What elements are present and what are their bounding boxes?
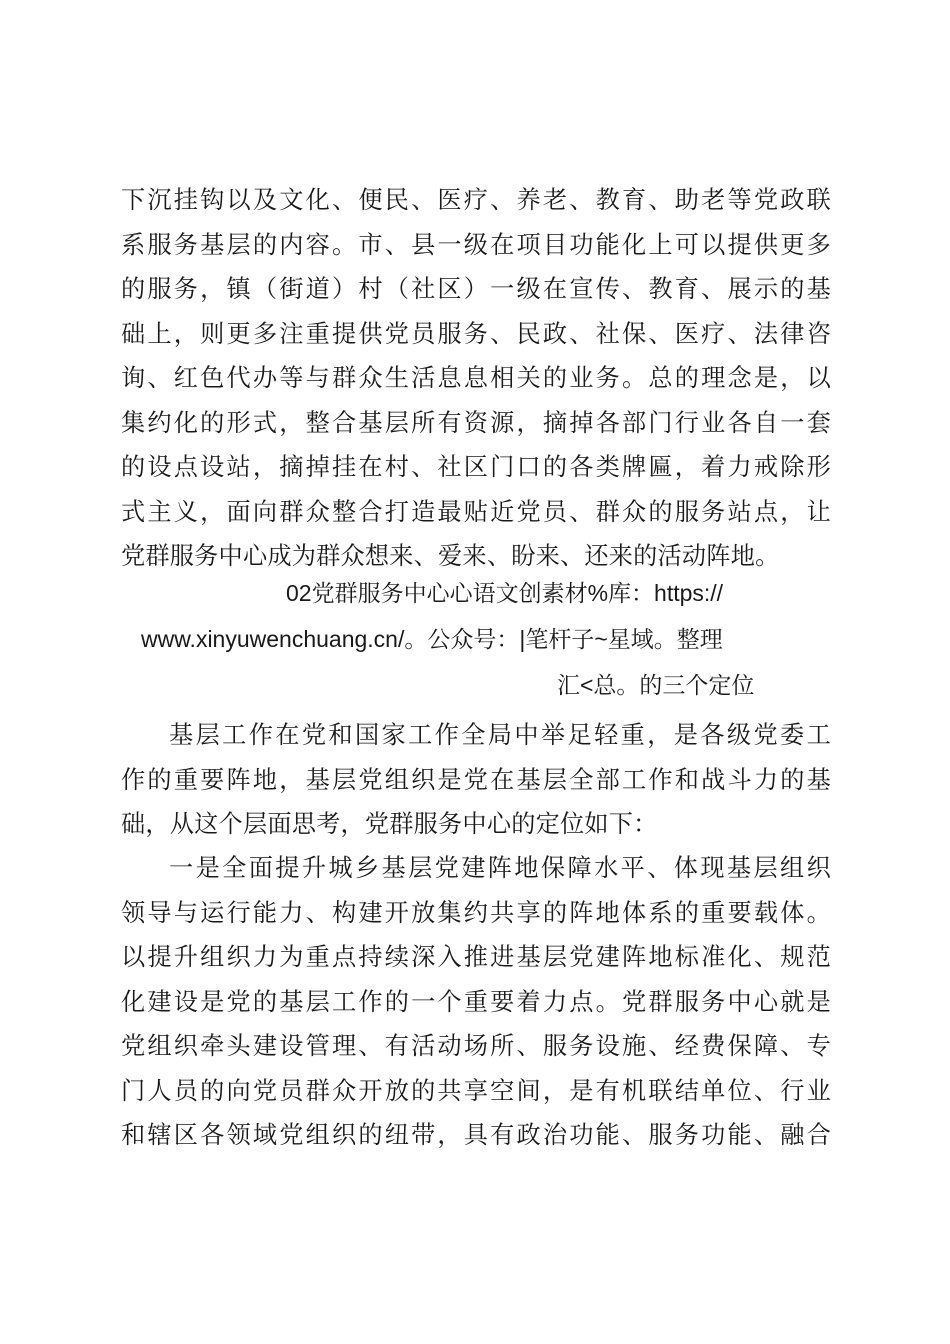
text-line: 基层工作在党和国家工作全局中举足轻重，是各级党委工 [169, 721, 831, 749]
text-line: 的设点设站，摘掉挂在村、社区门口的各类牌匾，着力戒除形 [121, 453, 831, 481]
text-line: 党组织牵头建设管理、有活动场所、服务设施、经费保障、专 [121, 1032, 831, 1060]
text-line: 以提升组织力为重点持续深入推进基层党建阵地标准化、规范 [121, 943, 831, 971]
text-line: 化建设是党的基层工作的一个重要着力点。党群服务中心就是 [121, 987, 831, 1016]
text-line: 一是全面提升城乡基层党建阵地保障水平、体现基层组织 [169, 854, 831, 882]
text-line: 询、红色代办等与群众生活息息相关的业务。总的理念是，以 [121, 364, 831, 392]
text-line: 领导与运行能力、构建开放集约共享的阵地体系的重要载体。 [121, 898, 831, 927]
section-heading-line-1: 02党群服务中心心语文创素材%库：https:// [286, 580, 724, 606]
text-line: 和辖区各领域党组织的纽带，具有政治功能、服务功能、融合 [121, 1121, 831, 1149]
text-line: 党群服务中心成为群众想来、爱来、盼来、还来的活动阵地。 [121, 542, 780, 570]
text-line: 作的重要阵地，基层党组织是党在基层全部工作和战斗力的基 [121, 765, 831, 794]
text-line: 础上，则更多注重提供党员服务、民政、社保、医疗、法律咨 [121, 319, 831, 348]
text-line: 系服务基层的内容。市、县一级在项目功能化上可以提供更多 [121, 230, 831, 259]
text-line: 集约化的形式，整合基层所有资源，摘掉各部门行业各自一套 [121, 408, 831, 437]
section-heading-line-3: 汇<总。的三个定位 [557, 672, 755, 698]
text-line: 础，从这个层面思考，党群服务中心的定位如下： [121, 810, 658, 838]
paragraph-service-content [121, 178, 831, 579]
text-line: 式主义，面向群众整合打造最贴近党员、群众的服务站点，让 [121, 497, 831, 526]
paragraph-first-positioning [121, 846, 831, 1158]
text-line: 的服务，镇（街道）村（社区）一级在宣传、教育、展示的基 [121, 275, 831, 303]
text-line: 下沉挂钩以及文化、便民、医疗、养老、教育、助老等党政联 [121, 186, 831, 214]
text-line: 门人员的向党员群众开放的共享空间，是有机联结单位、行业 [121, 1076, 831, 1105]
section-heading-line-2: www.xinyuwenchuang.cn/。公众号：|笔杆子~星域。整理 [141, 626, 723, 652]
paragraph-intro [121, 713, 831, 847]
